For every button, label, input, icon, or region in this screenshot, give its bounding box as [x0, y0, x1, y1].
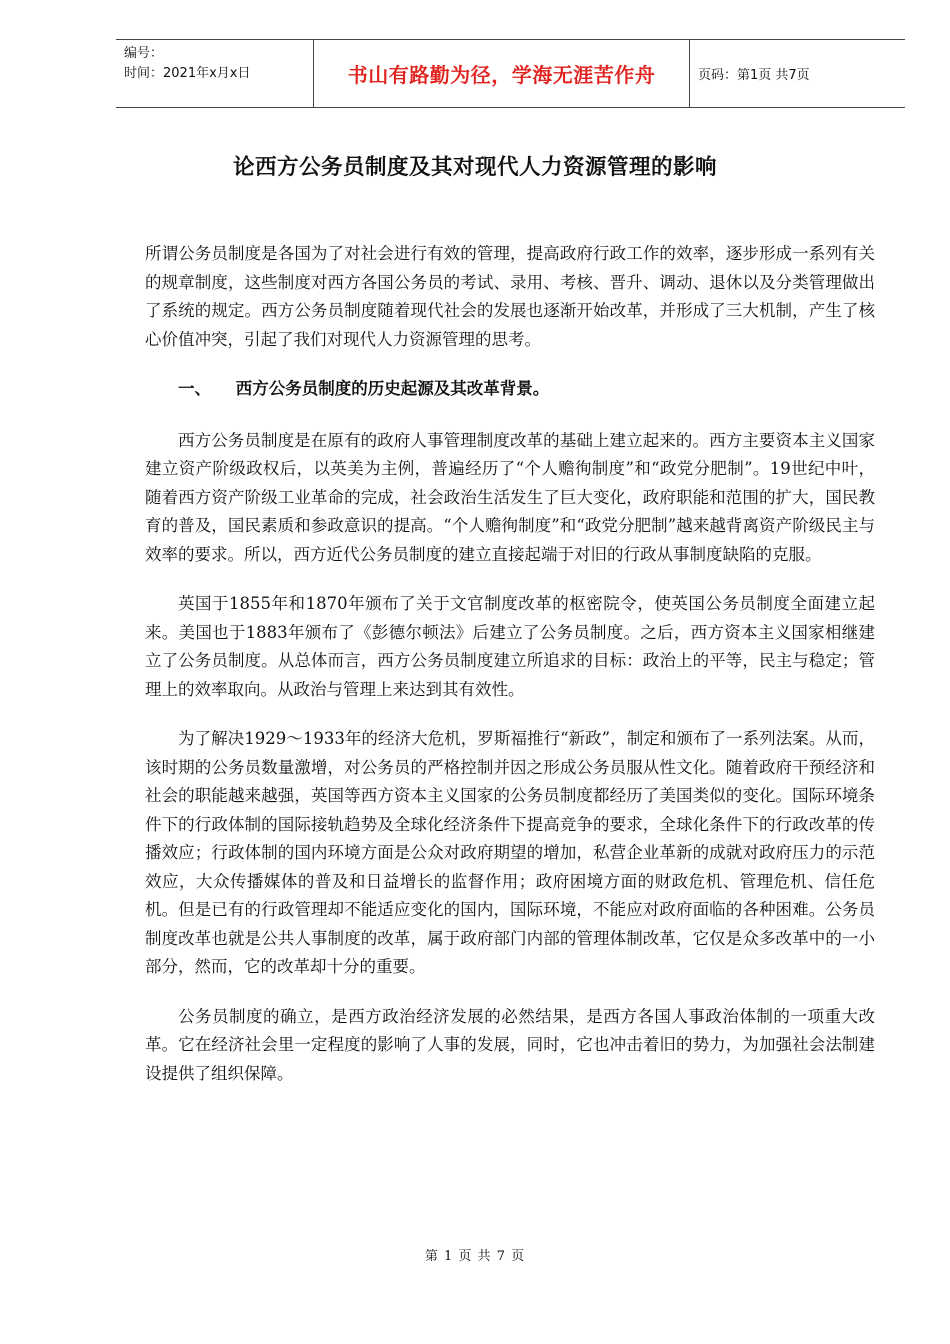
- section-heading-text: 西方公务员制度的历史起源及其改革背景。: [235, 379, 550, 398]
- page-footer: 第 1 页 共 7 页: [424, 1249, 526, 1264]
- header-page-info: 页码：第1页 共7页: [698, 68, 810, 83]
- serial-number-label: 编号：: [124, 46, 164, 61]
- section-heading: [145, 375, 875, 404]
- intro-paragraph: 所谓公务员制度是各国为了对社会进行有效的管理，提高政府行政工作的效率，逐步形成一系列有关的规章制度，这些制度对西方各国公务员的考试、录用、考核、晋升、调动、退休以及分类管理做出了系统的规定。西方公务员制度随着现代社会的发展也逐渐开始改革，并形成了三大机制，产生了核心价值冲突，引起了我们对现代人力资源管理的思考。: [145, 244, 875, 349]
- body-paragraph: 公务员制度的确立，是西方政治经济发展的必然结果，是西方各国人事政治体制的一项重大改革。它在经济社会里一定程度的影响了人事的发展，同时，它也冲击着旧的势力，为加强社会法制建设提供了组织保障。: [145, 1006, 875, 1083]
- date-label: 时间：2021年x月x日: [124, 66, 251, 81]
- body-paragraph: 为了解决1929～1933年的经济大危机，罗斯福推行“新政”，制定和颁布了一系列法案。从而，该时期的公务员数量激增，对公务员的严格控制并因之形成公务员服从性文化。随着政府干预经济和社会的职能越来越强，英国等西方资本主义国家的公务员制度都经历了美国类似的变化。国际环境条件下的行政体制的国际接轨趋势及全球化经济条件下提高竞争的要求，全球化条件下的行政改革的传播效应；行政体制的国内环境方面是公众对政府期望的增加，私营企业革新的成就对政府压力的示范效应，大众传播媒体的普及和日益增长的监督作用；政府困境方面的财政危机、管理危机、信任危机。但是已有的行政管理却不能适应变化的国内，国际环境，不能应对政府面临的各种困难。公务员制度改革也就是公共人事制度的改革，属于政府部门内部的管理体制改革，它仅是众多改革中的一小部分，然而，它的改革却十分的重要。: [145, 729, 875, 976]
- body-paragraph: 英国于1855年和1870年颁布了关于文官制度改革的枢密院令，使英国公务员制度全面建立起来。美国也于1883年颁布了《彭德尔顿法》后建立了公务员制度。之后，西方资本主义国家相继建立了公务员制度。从总体而言，西方公务员制度建立所追求的目标：政治上的平等，民主与稳定；管理上的效率取向。从政治与管理上来达到其有效性。: [145, 594, 875, 699]
- document-body: [145, 240, 875, 1109]
- body-paragraph: 西方公务员制度是在原有的政府人事管理制度改革的基础上建立起来的。西方主要资本主义国家建立资产阶级政权后，以英美为主例，普遍经历了“个人赡徇制度”和“政党分肥制”。19世纪中叶，随着西方资产阶级工业革命的完成，社会政治生活发生了巨大变化，政府职能和范围的扩大，国民教育的普及，国民素质和参政意识的提高。“个人赡徇制度”和“政党分肥制”越来越背离资产阶级民主与效率的要求。所以，西方近代公务员制度的建立直接起端于对旧的行政从事制度缺陷的克服。: [145, 430, 875, 564]
- section-number: 一、: [178, 379, 211, 398]
- document-title: 论西方公务员制度及其对现代人力资源管理的影响: [232, 155, 717, 180]
- header-motto: 书山有路勤为径，学海无涯苦作舟: [314, 40, 690, 107]
- header-meta: [116, 40, 314, 107]
- page-header: [116, 39, 905, 108]
